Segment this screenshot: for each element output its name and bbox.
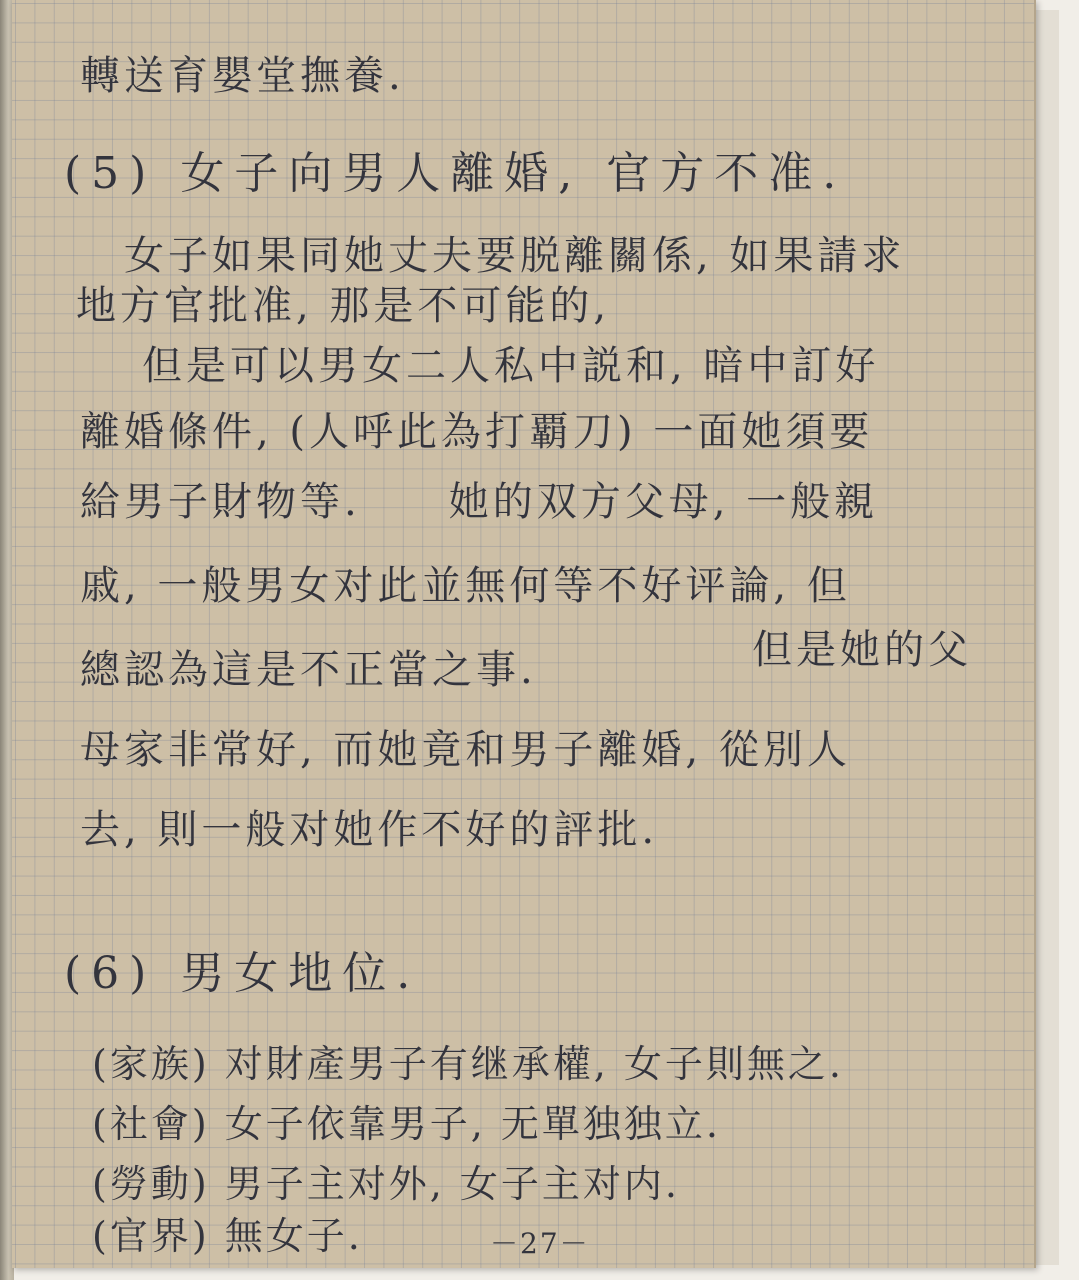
text-line-4: 地方官批准, 那是不可能的, (76, 283, 611, 329)
section-5-heading: (5) 女子向男人離婚, 官方不准. (64, 148, 847, 199)
list-item-officialdom: (官界) 無女子. (92, 1214, 363, 1258)
text-line-12: 去, 則一般对她作不好的評批. (80, 807, 659, 853)
text-line-10: 但是她的父 (752, 627, 972, 673)
section-6-heading: (6) 男女地位. (64, 948, 421, 999)
text-line-1: 轉送育嬰堂撫養. (80, 53, 405, 99)
text-line-3: 女子如果同她丈夫要脱離關係, 如果請求 (124, 233, 906, 279)
notebook-page (12, 0, 1036, 1268)
list-item-family: (家族) 对財產男子有继承權, 女子則無之. (92, 1042, 844, 1086)
page-number: －27－ (490, 1227, 590, 1260)
list-item-labor: (勞動) 男子主对外, 女子主对内. (92, 1162, 680, 1206)
text-line-8: 戚, 一般男女对此並無何等不好评論, 但 (80, 563, 851, 609)
text-line-7: 給男子財物等. 她的双方父母, 一般親 (80, 479, 879, 525)
list-item-society: (社會) 女子依靠男子, 无單独独立. (92, 1102, 721, 1146)
text-line-11: 母家非常好, 而她竟和男子離婚, 從別人 (80, 727, 851, 773)
text-line-9: 總認為這是不正當之事. (80, 647, 537, 693)
text-line-5: 但是可以男女二人私中説和, 暗中訂好 (142, 343, 880, 389)
text-line-6: 離婚條件, (人呼此為打覇刀) 一面她須要 (80, 409, 874, 455)
